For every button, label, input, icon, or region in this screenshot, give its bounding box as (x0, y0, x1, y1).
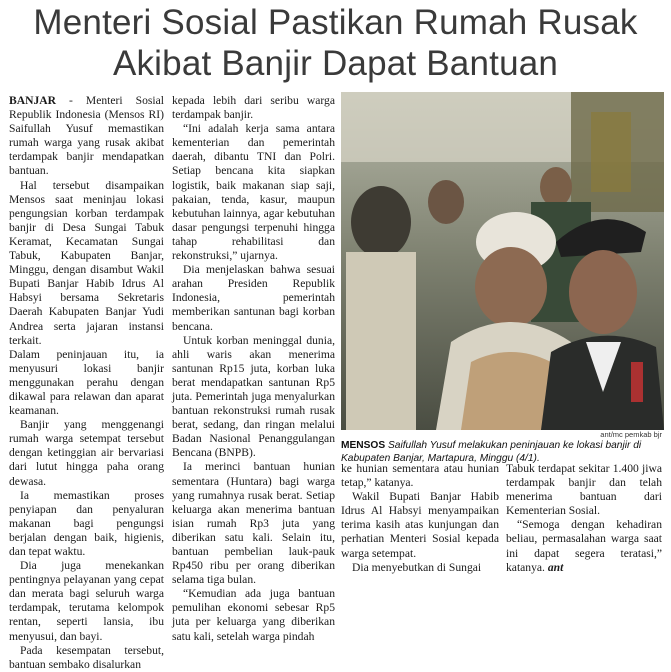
article-paragraph: “Kemudian ada juga bantuan pemulihan ekonomi sebesar Rp5 juta per keluarga yang diberikan satu kali, setelah warga pindah (172, 587, 335, 643)
article-paragraph: Ia memastikan proses penyiapan dan penyaluran makanan bagi pengungsi berjalan dengan baik, higienis, dan tepat waktu. (9, 488, 164, 558)
dateline: BANJAR (9, 94, 57, 107)
article-paragraph: Dia juga menekankan pentingnya pelayanan yang cepat dan merata bagi seluruh warga terdampak, terutama kelompok rentan, seperti lansia, ibu menyusui, dan bayi. (9, 559, 164, 643)
article-paragraph: kepada lebih dari seribu warga terdampak banjir. (172, 94, 335, 122)
news-photo (341, 92, 664, 430)
article-paragraph: Tabuk terdapat sekitar 1.400 jiwa terdampak banjir dan telah menerima bantuan dari Kementerian Sosial. (506, 462, 662, 518)
article-paragraph: Dia menyebutkan di Sungai (352, 560, 482, 574)
photo-illustration (341, 92, 664, 430)
photo-credit: ant/mc pemkab bjr (600, 430, 662, 439)
headline-line-2: Akibat Banjir Dapat Bantuan (112, 44, 559, 83)
article-paragraph: Untuk korban meninggal dunia, ahli waris akan menerima santunan Rp15 juta, korban luka berat mendapatkan santunan Rp5 juta. Pemerintah juga menyalurkan bantuan rekonstruksi rumah rusak berat, sedang, dan ringan melalui Badan Nasional Penanggulangan Bencana (BNPB). (172, 333, 335, 460)
caption-label: MENSOS (341, 440, 386, 451)
article-paragraph: ke hunian sementara atau hunian tetap,” katanya. (341, 462, 499, 490)
article-paragraph: Dalam peninjauan itu, ia menyusuri lokasi banjir menggunakan perahu dengan dikawal para relawan dan aparat keamanan. (9, 347, 164, 418)
article-column-3 (341, 462, 499, 575)
article-paragraph: Banjir yang menggenangi rumah warga setempat tersebut dengan ketinggian air bervariasi dari lutut hingga paha orang dewasa. (9, 418, 164, 488)
paragraph-text: Menteri Sosial Republik Indonesia (Mensos RI) Saifullah Yusuf memastikan rumah warga yang rusak akibat terdampak banjir mendapatkan bantuan. (9, 94, 164, 178)
dateline-dash: - (56, 94, 86, 107)
headline (0, 2, 671, 84)
article-column-1 (9, 94, 164, 672)
article-paragraph: “Ini adalah kerja sama antara kementerian dan pemerintah daerah, dibantu TNI dan Polri. Setiap bencana kita siapkan logistik, baik makanan siap saji, pakaian, tenda, kasur, maupun kebutuhan lainnya, agar kebutuhan dasar pengungsi terpenuhi hingga tahap rehabilitasi dan rekonstruksi,” ujarnya. (172, 122, 335, 263)
caption-text: Saifullah Yusuf melakukan peninjauan ke lokasi banjir di Kabupaten Banjar, Martapura, Minggu (4/1). (341, 440, 642, 464)
article-column-2 (172, 94, 335, 644)
article-paragraph: Hal tersebut disampaikan Mensos saat meninjau lokasi pengungsian korban terdampak banjir di Desa Sungai Tabuk Keramat, Kecamatan Sungai Tabuk, Kabupaten Banjar, Minggu, dengan disambut Wakil Bupati Banjar Habib Idrus Al Habsyi bersama Sekretaris Daerah Kabupaten Banjar Yudi Andrea serta jajaran instansi terkait. (9, 178, 164, 347)
end-mark: ant (547, 560, 564, 574)
article-paragraph (9, 94, 164, 179)
article-paragraph: Pada kesempatan tersebut, bantuan sembako disalurkan (9, 643, 164, 671)
article-paragraph: Ia merinci bantuan hunian sementara (Huntara) bagi warga yang rumahnya rusak berat. Setiap keluarga akan menerima bantuan isian rumah Rp3 juta yang diberikan satu kali. Selain itu, bantuan pembelian lauk-pauk Rp450 ribu per orang diberikan selama tiga bulan. (172, 460, 335, 587)
article-paragraph: Dia menjelaskan bahwa sesuai arahan Presiden Republik Indonesia, pemerintah memberikan santunan bagi korban bencana. (172, 263, 335, 333)
article-paragraph (506, 518, 662, 574)
article-column-4 (506, 462, 662, 575)
headline-line-1: Menteri Sosial Pastikan Rumah Rusak (33, 3, 638, 42)
article-paragraph: Wakil Bupati Banjar Habib Idrus Al Habsyi menyampaikan terima kasih atas kunjungan dan perhatian Menteri Sosial kepada warga setempat. (341, 490, 499, 560)
paragraph-text: “Semoga dengan kehadiran beliau, permasalahan warga saat ini dapat segera teratasi,” katanya. (506, 518, 662, 574)
